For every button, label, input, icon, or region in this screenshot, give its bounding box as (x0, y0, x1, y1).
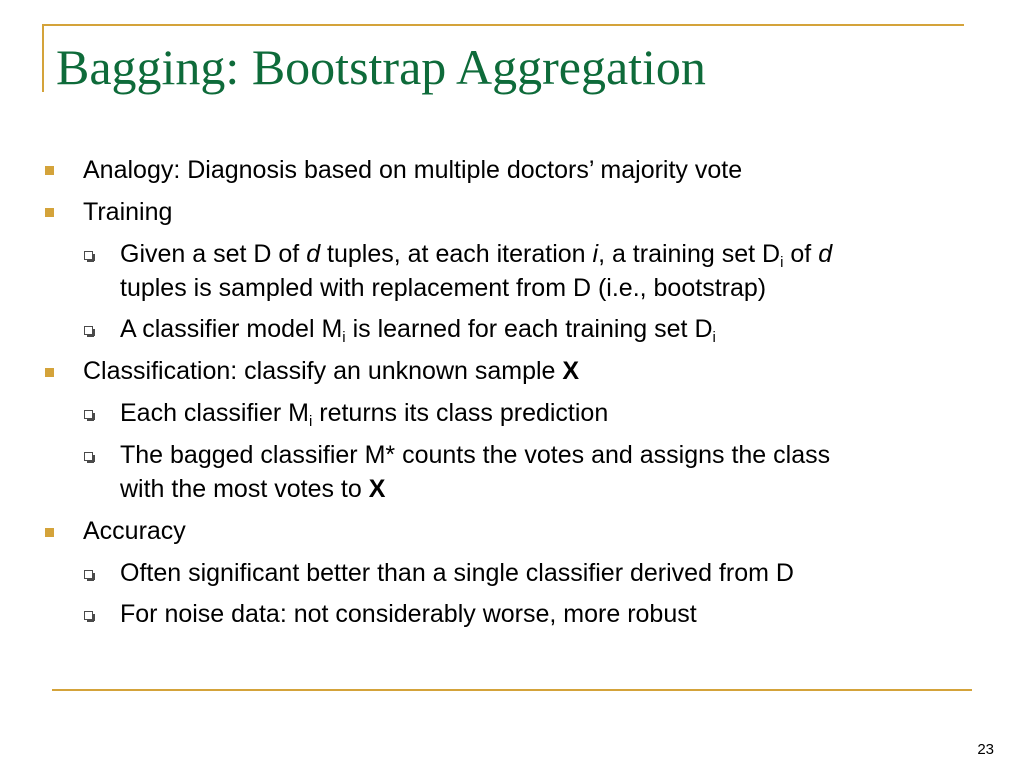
sub-bullet-item (120, 397, 608, 430)
bullet-text: returns its class prediction (312, 399, 609, 427)
box-bullet-icon (84, 410, 93, 419)
subscript: i (342, 329, 346, 346)
sub-bullet-item (120, 598, 697, 631)
page-number: 23 (977, 741, 994, 758)
bold-variable: X (368, 475, 386, 503)
bullet-text: of (783, 240, 819, 268)
box-bullet-icon (84, 326, 93, 335)
box-bullet-icon (84, 611, 93, 620)
square-bullet-icon (45, 528, 54, 537)
sub-bullet-item (120, 313, 716, 346)
bullet-text: The bagged classifier M* counts the votes and assigns the class (120, 441, 831, 469)
bullet-text: Analogy: Diagnosis based on multiple doctors’ majority vote (83, 156, 743, 184)
bullet-text: Often significant better than a single classifier derived from D (120, 559, 794, 587)
sub-bullet-item (120, 439, 830, 472)
bullet-text: is learned for each training set D (345, 315, 713, 343)
bullet-text: Classification: classify an unknown sample (83, 357, 563, 385)
subscript: i (308, 413, 313, 430)
bullet-item (83, 196, 172, 229)
bullet-text: Accuracy (83, 517, 186, 545)
bullet-item (83, 154, 742, 187)
bullet-text: Given a set D of (120, 240, 307, 268)
bullet-text: , a training set D (598, 240, 781, 268)
bullet-text: with the most votes to (120, 475, 369, 503)
bullet-item (83, 355, 579, 388)
subscript: i (780, 254, 784, 271)
sub-bullet-item (120, 238, 832, 271)
bullet-item (83, 515, 186, 548)
italic-variable: i (592, 240, 599, 268)
italic-variable: d (818, 240, 833, 268)
square-bullet-icon (45, 166, 54, 175)
bullet-text: Training (83, 198, 173, 226)
bullet-continuation (120, 473, 385, 506)
footer-divider (52, 689, 972, 691)
slide-title: Bagging: Bootstrap Aggregation (56, 39, 706, 95)
box-bullet-icon (84, 570, 93, 579)
box-bullet-icon (84, 452, 93, 461)
square-bullet-icon (45, 208, 54, 217)
subscript: i (712, 329, 716, 346)
bullet-text: A classifier model M (120, 315, 343, 343)
box-bullet-icon (84, 251, 93, 260)
square-bullet-icon (45, 368, 54, 377)
italic-variable: d (306, 240, 321, 268)
bullet-text: Each classifier M (120, 399, 309, 427)
bullet-continuation (120, 272, 766, 305)
bullet-text: For noise data: not considerably worse, more robust (120, 600, 697, 628)
bullet-text: tuples is sampled with replacement from D (i.e., bootstrap) (120, 274, 767, 302)
bold-variable: X (562, 357, 580, 385)
bullet-text: tuples, at each iteration (320, 240, 593, 268)
sub-bullet-item (120, 557, 794, 590)
